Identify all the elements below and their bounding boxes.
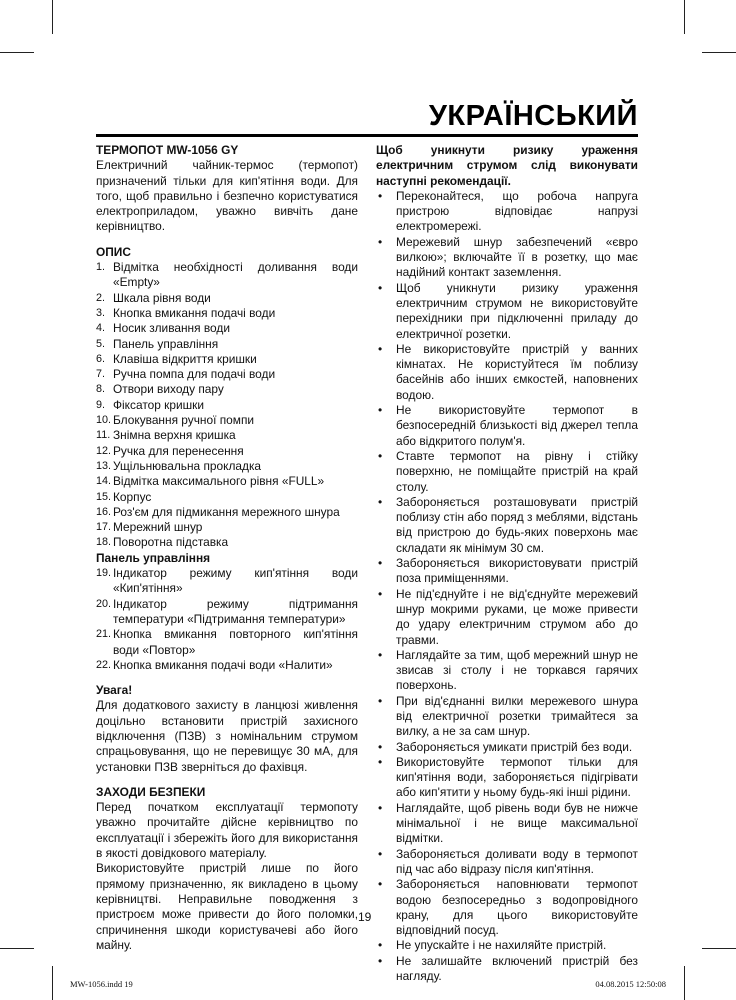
- right-column: [376, 143, 638, 984]
- list-item: • Забороняється доливати воду в термопот під час або відразу після кип'ятіння.: [378, 846, 638, 876]
- list-item: 9. Фіксатор кришки: [96, 397, 204, 412]
- list-item: 1. Відмітка необхідності доливання води «Empty»: [96, 260, 358, 290]
- list-item: • Наглядайте за тим, щоб мережний шнур не звисав зі столу і не торкався гарячих поверхонь.: [378, 647, 638, 693]
- list-item: 20. Індикатор режиму підтримання температури «Підтримання температури»: [96, 596, 358, 626]
- list-item: 21. Кнопка вмикання повторного кип'ятіння води «Повтор»: [96, 627, 358, 657]
- product-title: ТЕРМОПОТ MW-1056 GY: [96, 143, 239, 157]
- list-item: 10. Блокування ручної помпи: [96, 413, 255, 428]
- list-item: 4. Носик зливання води: [96, 321, 230, 336]
- attention-heading: Увага!: [96, 683, 133, 698]
- left-column: [96, 143, 358, 953]
- list-item: 13. Ущільнювальна прокладка: [96, 458, 262, 473]
- list-item: 3. Кнопка вмикання подачі води: [96, 305, 276, 320]
- list-item: • Щоб уникнути ризику ураження електричним струмом не використовуйте перехідники при підключенні приладу до електричної розетки.: [378, 280, 638, 341]
- attention-paragraph: Для додаткового захисту в ланцюзі живлення доцільно встановити пристрій захисного відключення (ПЗВ) з номінальним струмом спрацьовування, що не перевищує 30 мА, для установки ПЗВ зверніться до фахівця.: [96, 698, 358, 774]
- list-item: • Забороняється наповнювати термопот водою безпосередньо з водопровідного крану, для цього використовуйте відповідний посуд.: [378, 877, 638, 938]
- intro-paragraph: Електричний чайник-термос (термопот) призначений тільки для кип'ятіння води. Для того, щоб правильно і безпечно користуватися електроприладом, уважно вивчіть дане керівництво.: [96, 158, 358, 234]
- list-item: 19. Індикатор режиму кип'ятіння води «Кип'ятіння»: [96, 566, 358, 596]
- footer-file: MW-1056.indd 19: [70, 979, 133, 989]
- crop-mark: [684, 0, 685, 34]
- safety-list: [376, 189, 638, 984]
- list-item: 16. Роз'єм для підмикання мережного шнура: [96, 504, 340, 519]
- list-item: • Використовуйте термопот тільки для кип'ятіння води, забороняється підігрівати або кип'ятити у ньому будь-які інші рідини.: [378, 754, 638, 800]
- crop-mark: [52, 0, 53, 34]
- crop-mark: [0, 52, 34, 53]
- list-item: • Забороняється умикати пристрій без води.: [378, 739, 633, 754]
- list-item: • Наглядайте, щоб рівень води був не нижче мінімальної і не вище максимальної відмітки.: [378, 800, 638, 846]
- list-item: 12. Ручка для перенесення: [96, 443, 244, 458]
- list-item: • Ставте термопот на рівну і стійку поверхню, не поміщайте пристрій на край столу.: [378, 448, 638, 494]
- crop-mark: [684, 966, 685, 1000]
- list-item: • Не залишайте включений пристрій без нагляду.: [378, 953, 638, 984]
- control-panel-heading: Панель управління: [96, 550, 211, 565]
- list-item: 14. Відмітка максимального рівня «FULL»: [96, 474, 325, 489]
- list-item: 2. Шкала рівня води: [96, 290, 211, 305]
- list-item: • При від'єднанні вилки мережевого шнура від електричної розетки тримайтеся за вилку, а не за сам шнур.: [378, 693, 638, 739]
- parts-list: [96, 260, 358, 551]
- list-item: 18. Поворотна підставка: [96, 535, 229, 550]
- list-item: • Не використовуйте термопот в безпосередній близькості від джерел тепла або відкритого полум'я.: [378, 403, 638, 448]
- list-item: 6. Клавіша відкриття кришки: [96, 351, 257, 366]
- list-item: 15. Корпус: [96, 489, 152, 504]
- footer-timestamp: 04.08.2015 12:50:08: [595, 979, 666, 989]
- safety-paragraph-2: Використовуйте пристрій лише по його прямому призначенню, як викладено в цьому керівництві. Неправильне поводження з пристроєм може привести до його поломки, спричинення шкоди користувачеві або його майну.: [96, 861, 358, 952]
- list-item: 22. Кнопка вмикання подачі води «Налити»: [96, 657, 333, 672]
- crop-mark: [702, 52, 736, 53]
- list-item: • Не використовуйте пристрій у ванних кімнатах. Не користуйтеся їм поблизу басейнів або інших ємкостей, наповнених водою.: [378, 341, 638, 402]
- list-item: 11. Знімна верхня кришка: [96, 428, 236, 443]
- description-heading: ОПИС: [96, 244, 131, 259]
- header-rule: [96, 134, 638, 137]
- safety-heading: ЗАХОДИ БЕЗПЕКИ: [96, 784, 206, 799]
- crop-mark: [52, 966, 53, 1000]
- list-item: 5. Панель управління: [96, 336, 219, 351]
- list-item: • Забороняється використовувати пристрій поза приміщеннями.: [378, 556, 638, 586]
- safety-paragraph-1: Перед початком експлуатації термопоту уважно прочитайте дійсне керівництво по експлуатації і збережіть його для використання в якості довідкового матеріалу.: [96, 800, 358, 861]
- list-item: 8. Отвори виходу пару: [96, 382, 224, 397]
- list-item: • Забороняється розташовувати пристрій поблизу стін або поряд з меблями, відстань від пристрою до будь-яких поверхонь має складати як мінімум 30 см.: [378, 494, 638, 555]
- list-item: • Переконайтеся, що робоча напруга пристрою відповідає напрузі електромережі.: [378, 188, 638, 234]
- warning-heading: Щоб уникнути ризику ураження електричним струмом слід виконувати наступні рекомендації.: [376, 143, 638, 188]
- list-item: • Мережевий шнур забезпечений «євро вилкою»; включайте її в розетку, що має надійний контакт заземлення.: [378, 234, 638, 280]
- list-item: 7. Ручна помпа для подачі води: [96, 367, 276, 382]
- page-number: 19: [358, 910, 372, 924]
- list-item: • Не упускайте і не нахиляйте пристрій.: [378, 938, 607, 953]
- list-item: 17. Мережний шнур: [96, 520, 203, 535]
- list-item: • Не під'єднуйте і не від'єднуйте мережевий шнур мокрими руками, це може привести до удару електричним струмом або до травми.: [378, 586, 638, 647]
- language-header: УКРАЇНСЬКИЙ: [428, 100, 638, 132]
- crop-mark: [702, 948, 736, 949]
- control-panel-list: [96, 566, 358, 673]
- crop-mark: [0, 948, 34, 949]
